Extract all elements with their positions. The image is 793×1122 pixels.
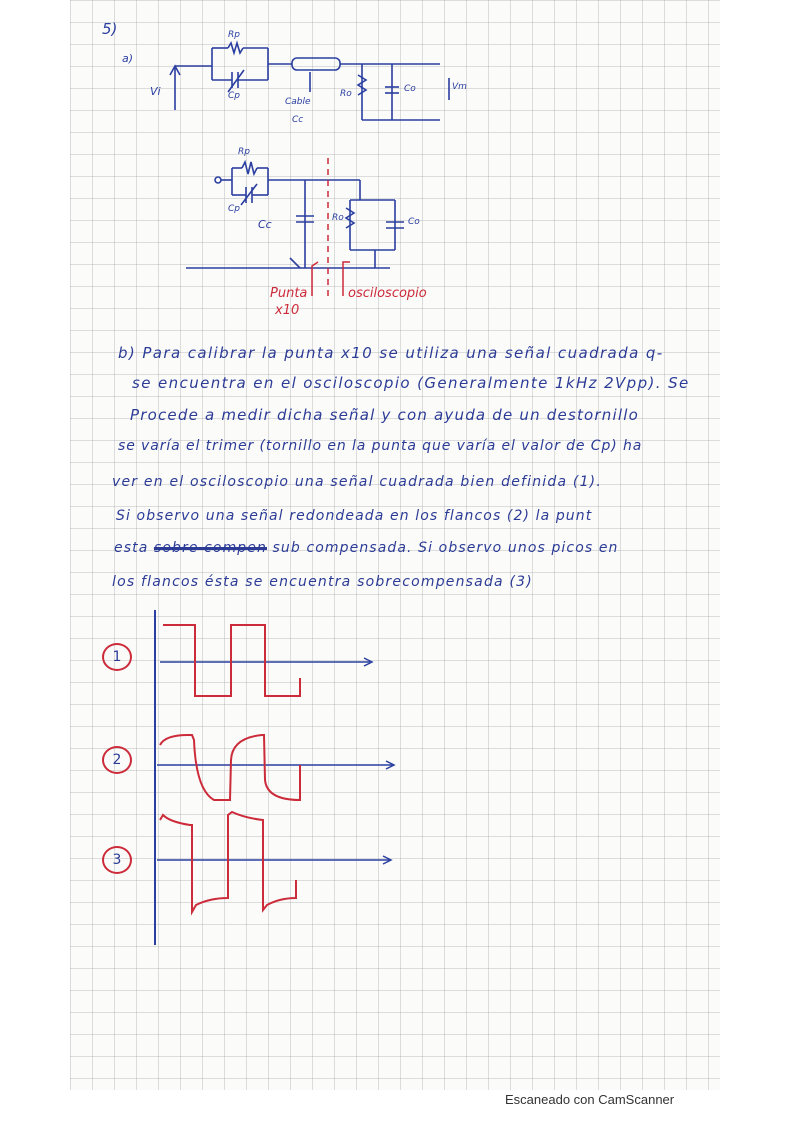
waveform-2 bbox=[157, 735, 394, 800]
probe-label: Punta bbox=[270, 286, 308, 301]
part-b-line-6: Si observo una señal redondeada en los flancos (2) la punt bbox=[116, 508, 593, 524]
circuit-2-diagram bbox=[186, 162, 404, 268]
probe-factor: x10 bbox=[275, 303, 300, 318]
waveform-3-number: 3 bbox=[102, 846, 132, 874]
part-b-line-7 bbox=[114, 540, 619, 556]
scope-label: osciloscopio bbox=[348, 286, 427, 301]
part-b-line-8: los flancos ésta se encuentra sobrecompensada (3) bbox=[112, 574, 533, 590]
waveform-1 bbox=[160, 625, 372, 696]
scanner-footer: Escaneado con CamScanner bbox=[505, 1092, 675, 1107]
c1-vi-label: Vi bbox=[150, 85, 161, 98]
circuit-1-diagram bbox=[170, 43, 449, 120]
waveform-2-number: 2 bbox=[102, 746, 132, 774]
part-b-line-4: se varía el trimer (tornillo en la punta que varía el valor de Cp) ha bbox=[118, 438, 643, 454]
c2-cp-label: Cp bbox=[228, 204, 240, 214]
c2-cc-label: Cc bbox=[258, 218, 272, 231]
part-b-line-1: b) Para calibrar la punta x10 se utiliza una señal cuadrada q- bbox=[118, 344, 664, 362]
c2-rp-label: Rp bbox=[238, 147, 250, 157]
c1-co-label: Co bbox=[404, 84, 416, 94]
part-b-line-3: Procede a medir dicha señal y con ayuda de un destornillo bbox=[130, 406, 639, 424]
struck-text: sobre compen bbox=[153, 540, 267, 556]
c2-co-label: Co bbox=[408, 217, 420, 227]
part-a-label: a) bbox=[122, 52, 134, 65]
c1-ro-label: Ro bbox=[340, 89, 352, 99]
c1-rp-label: Rp bbox=[228, 30, 240, 40]
part-b-line-2: se encuentra en el osciloscopio (Generalmente 1kHz 2Vpp). Se bbox=[132, 374, 690, 392]
c1-cc-label: Cc bbox=[292, 115, 304, 125]
part-b-line-5: ver en el osciloscopio una señal cuadrada bien definida (1). bbox=[112, 474, 602, 490]
line-7-start: esta bbox=[114, 540, 154, 556]
c1-cable-label: Cable bbox=[285, 97, 311, 107]
section-number: 5) bbox=[102, 20, 118, 38]
c1-vm-label: Vm bbox=[452, 82, 467, 92]
line-7-end: sub compensada. Si observo unos picos en bbox=[266, 540, 619, 556]
c2-ro-label: Ro bbox=[332, 213, 344, 223]
waveform-3 bbox=[157, 812, 391, 912]
c1-cp-label: Cp bbox=[228, 91, 240, 101]
waveform-1-number: 1 bbox=[102, 643, 132, 671]
